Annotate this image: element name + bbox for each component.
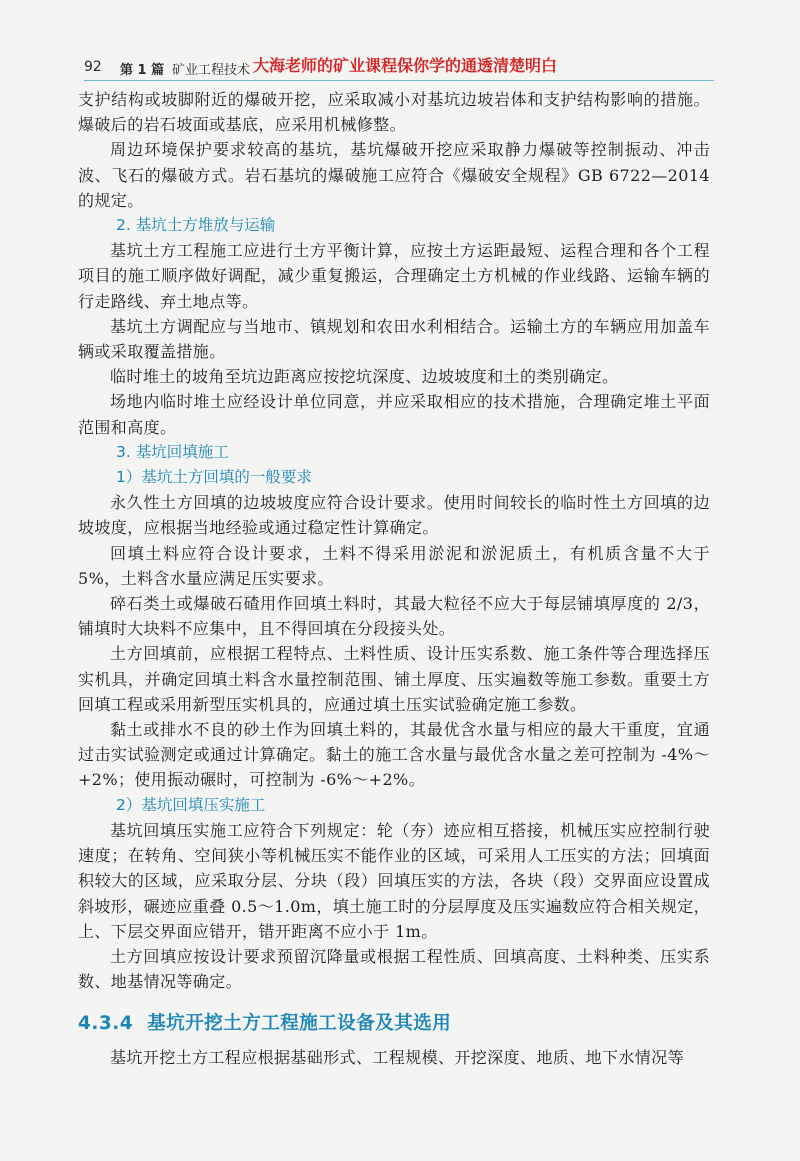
page-body <box>78 87 710 1071</box>
page-number: 92 <box>84 59 102 75</box>
header-rule <box>84 80 714 81</box>
part-title: 矿业工程技术 <box>172 63 251 78</box>
subheading: 2. 基坑土方堆放与运输 <box>116 216 276 235</box>
section-heading <box>78 1012 710 1036</box>
paragraph: 土方回填应按设计要求预留沉降量或根据工程性质、回填高度、土料种类、压实系数、地基情况等确定。 <box>78 946 710 992</box>
paragraph: 支护结构或坡脚附近的爆破开挖，应采取减小对基坑边坡岩体和支护结构影响的措施。爆破后的岩石坡面或基底，应采用机械修整。 <box>78 90 710 135</box>
paragraph: 回填土料应符合设计要求，土料不得采用淤泥和淤泥质土，有机质含量不大于5%，土料含水量应满足压实要求。 <box>78 543 710 588</box>
subheading: 1）基坑土方回填的一般要求 <box>116 468 312 487</box>
subheading: 2）基坑回填压实施工 <box>116 795 266 814</box>
running-header <box>84 52 714 80</box>
paragraph: 土方回填前，应根据工程特点、土料性质、设计压实系数、施工条件等合理选择压实机具，并确定回填土料含水量控制范围、铺土厚度、压实遍数等施工参数。重要土方回填工程或采用新型压实机具的，应通过填土压实试验确定施工参数。 <box>78 644 710 714</box>
part-label: 第 1 篇 <box>120 63 165 78</box>
section-title: 基坑开挖土方工程施工设备及其选用 <box>147 1013 452 1035</box>
paragraph: 临时堆土的坡角至坑边距离应按挖坑深度、边坡坡度和土的类别确定。 <box>110 367 619 387</box>
paragraph: 场地内临时堆土应经设计单位同意，并应采取相应的技术措施，合理确定堆土平面范围和高度。 <box>78 392 710 437</box>
paragraph: 永久性土方回填的边坡坡度应符合设计要求。使用时间较长的临时性土方回填的边坡坡度，应根据当地经验或通过稳定性计算确定。 <box>78 493 710 538</box>
paragraph: 碎石类土或爆破石碴用作回填土料时，其最大粒径不应大于每层铺填厚度的 2/3，铺填时大块料不应集中，且不得回填在分段接头处。 <box>78 594 710 639</box>
watermark-banner: 大海老师的矿业课程保你学的通透清楚明白 <box>253 56 558 75</box>
paragraph: 基坑土方调配应与当地市、镇规划和农田水利相结合。运输土方的车辆应用加盖车辆或采取覆盖措施。 <box>78 316 710 362</box>
paragraph: 基坑土方工程施工应进行土方平衡计算，应按土方运距最短、运程合理和各个工程项目的施工顺序做好调配，减少重复搬运，合理确定土方机械的作业线路、运输车辆的行走路线、弃土地点等。 <box>78 241 710 311</box>
paragraph: 黏土或排水不良的砂土作为回填土料的，其最优含水量与相应的最大干重度，宜通过击实试验测定或通过计算确定。黏土的施工含水量与最优含水量之差可控制为 -4%～+2%；使用振动碾时，可控制为 -6%～+2%。 <box>78 720 710 790</box>
section-number: 4.3.4 <box>78 1013 134 1035</box>
paragraph: 周边环境保护要求较高的基坑，基坑爆破开挖应采取静力爆破等控制振动、冲击波、飞石的爆破方式。岩石基坑的爆破施工应符合《爆破安全规程》GB 6722—2014 的规定。 <box>78 140 710 210</box>
paragraph: 基坑回填压实施工应符合下列规定：轮（夯）迹应相互搭接，机械压实应控制行驶速度；在转角、空间狭小等机械压实不能作业的区域，可采用人工压实的方法；回填面积较大的区域，应采取分层、分块（段）回填压实的方法，各块（段）交界面应设置成斜坡形，碾迹应重叠 0.5～1.0m，填土施工时的分层厚度及压实遍数应符合相关规定，上、下层交界面应错开，错开距离不应小于 1m。 <box>78 820 710 941</box>
paragraph: 基坑开挖土方工程应根据基础形式、工程规模、开挖深度、地质、地下水情况等 <box>110 1048 685 1068</box>
subheading: 3. 基坑回填施工 <box>116 442 229 461</box>
